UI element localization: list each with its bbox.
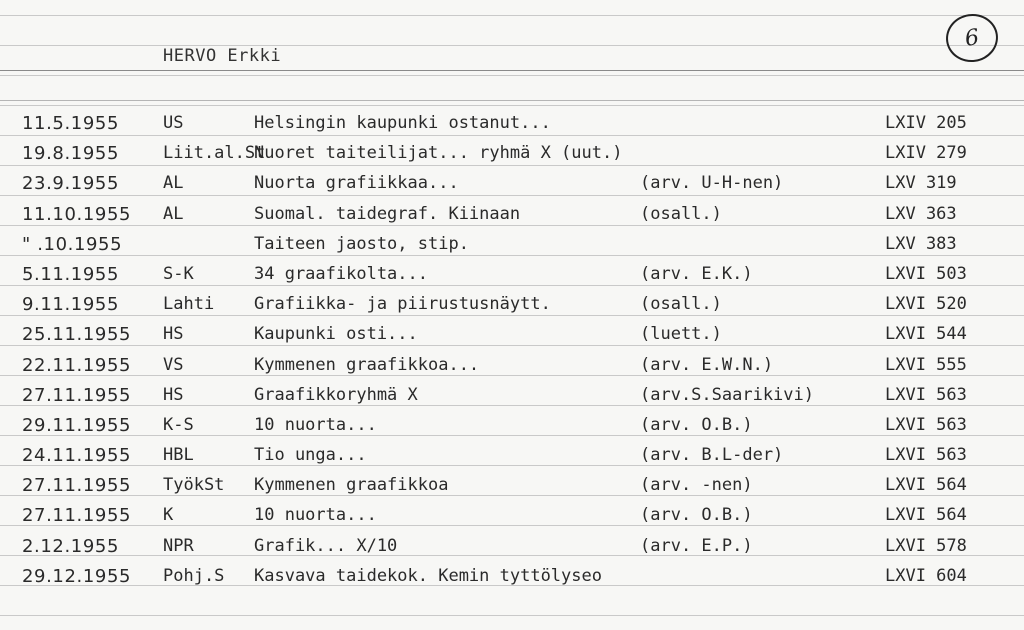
entry-source: HBL [163, 445, 194, 466]
entry-date: 27.11.1955 [22, 384, 132, 406]
entry-source: AL [163, 173, 184, 194]
card-number-circled: 6 [943, 11, 1001, 66]
entry-list [0, 108, 1024, 591]
entry-source: TyökSt [163, 475, 225, 496]
entry-date: 2.12.1955 [22, 535, 120, 557]
entry-row [0, 289, 1024, 319]
entry-row [0, 470, 1024, 500]
entry-reference: LXVI 563 [885, 414, 967, 435]
entry-source: HS [163, 384, 184, 405]
entry-title: Kymmenen graafikkoa [254, 475, 449, 496]
entry-reference: LXVI 578 [885, 535, 967, 556]
entry-note: (arv. U-H-nen) [640, 173, 784, 194]
entry-row [0, 531, 1024, 561]
entry-title: Taiteen jaosto, stip. [254, 233, 469, 254]
entry-reference: LXVI 564 [885, 505, 967, 526]
entry-note: (arv. E.K.) [640, 263, 753, 284]
entry-reference: LXVI 563 [885, 384, 967, 405]
entry-date: 29.11.1955 [22, 414, 132, 436]
entry-reference: LXVI 544 [885, 324, 967, 345]
entry-reference: LXVI 563 [885, 445, 967, 466]
entry-reference: LXVI 503 [885, 263, 967, 284]
entry-reference: LXV 319 [885, 173, 957, 194]
entry-reference: LXV 383 [885, 233, 957, 254]
header-divider [0, 70, 1024, 71]
entry-date: 19.8.1955 [22, 143, 120, 165]
entry-source: US [163, 113, 184, 133]
entry-date: " .10.1955 [22, 233, 123, 255]
entry-title: Nuoret taiteilijat... ryhmä X (uut.) [254, 143, 623, 164]
entry-source: Liit.al.St [163, 143, 266, 164]
entry-row [0, 108, 1024, 138]
entry-note: (arv. O.B.) [640, 505, 753, 526]
entry-title: Helsingin kaupunki ostanut... [254, 113, 551, 133]
entry-title: Grafiikka- ja piirustusnäytt. [254, 294, 551, 315]
entry-source: K-S [163, 414, 194, 435]
entry-date: 22.11.1955 [22, 354, 132, 376]
entry-date: 11.5.1955 [22, 113, 120, 134]
entry-note: (luett.) [640, 324, 722, 345]
entry-date: 11.10.1955 [22, 203, 132, 225]
entry-title: 10 nuorta... [254, 414, 377, 435]
entry-date: 25.11.1955 [22, 324, 132, 346]
entry-date: 5.11.1955 [22, 263, 120, 285]
entry-date: 9.11.1955 [22, 294, 120, 316]
entry-title: Kaupunki osti... [254, 324, 418, 345]
entry-date: 24.11.1955 [22, 445, 132, 467]
entry-title: Kymmenen graafikkoa... [254, 354, 480, 375]
entry-row [0, 168, 1024, 198]
entry-note: (arv. E.W.N.) [640, 354, 774, 375]
entry-reference: LXVI 520 [885, 294, 967, 315]
entry-title: Tio unga... [254, 445, 367, 466]
entry-note: (arv. E.P.) [640, 535, 753, 556]
entry-title: Graafikkoryhmä X [254, 384, 418, 405]
entry-reference: LXVI 555 [885, 354, 967, 375]
entry-note: (osall.) [640, 294, 722, 315]
entry-row [0, 410, 1024, 440]
entry-reference: LXV 363 [885, 203, 957, 224]
entry-date: 23.9.1955 [22, 173, 120, 195]
entry-row [0, 319, 1024, 349]
entry-note: (osall.) [640, 203, 722, 224]
entry-note: (arv. -nen) [640, 475, 753, 496]
entry-note: (arv. B.L-der) [640, 445, 784, 466]
entry-reference: LXVI 564 [885, 475, 967, 496]
entry-source: AL [163, 203, 184, 224]
entry-reference: LXIV 279 [885, 143, 967, 164]
header-rule [0, 100, 1024, 101]
entry-source: HS [163, 324, 184, 345]
entry-row [0, 561, 1024, 591]
entry-source: NPR [163, 535, 194, 556]
entry-date: 29.12.1955 [22, 565, 132, 587]
entry-note: (arv. O.B.) [640, 414, 753, 435]
entry-row [0, 229, 1024, 259]
entry-title: Grafik... X/10 [254, 535, 398, 556]
entry-title: Suomal. taidegraf. Kiinaan [254, 203, 521, 224]
entry-reference: LXIV 205 [885, 113, 967, 133]
entry-row [0, 199, 1024, 229]
entry-title: Nuorta grafiikkaa... [254, 173, 459, 194]
entry-title: 10 nuorta... [254, 505, 377, 526]
entry-source: VS [163, 354, 184, 375]
entry-note: (arv.S.Saarikivi) [640, 384, 814, 405]
entry-source: Pohj.S [163, 565, 225, 586]
entry-source: S-K [163, 263, 194, 284]
entry-date: 27.11.1955 [22, 505, 132, 527]
entry-title: 34 graafikolta... [254, 263, 428, 284]
entry-row [0, 380, 1024, 410]
entry-reference: LXVI 604 [885, 565, 967, 586]
entry-title: Kasvava taidekok. Kemin tyttölyseo [254, 565, 602, 586]
entry-date: 27.11.1955 [22, 475, 132, 497]
entry-row [0, 350, 1024, 380]
entry-source: K [163, 505, 174, 526]
entry-row [0, 500, 1024, 530]
entry-row [0, 440, 1024, 470]
card-person-name: HERVO Erkki [163, 46, 282, 66]
entry-row [0, 259, 1024, 289]
entry-source: Lahti [163, 294, 215, 315]
entry-row [0, 138, 1024, 168]
